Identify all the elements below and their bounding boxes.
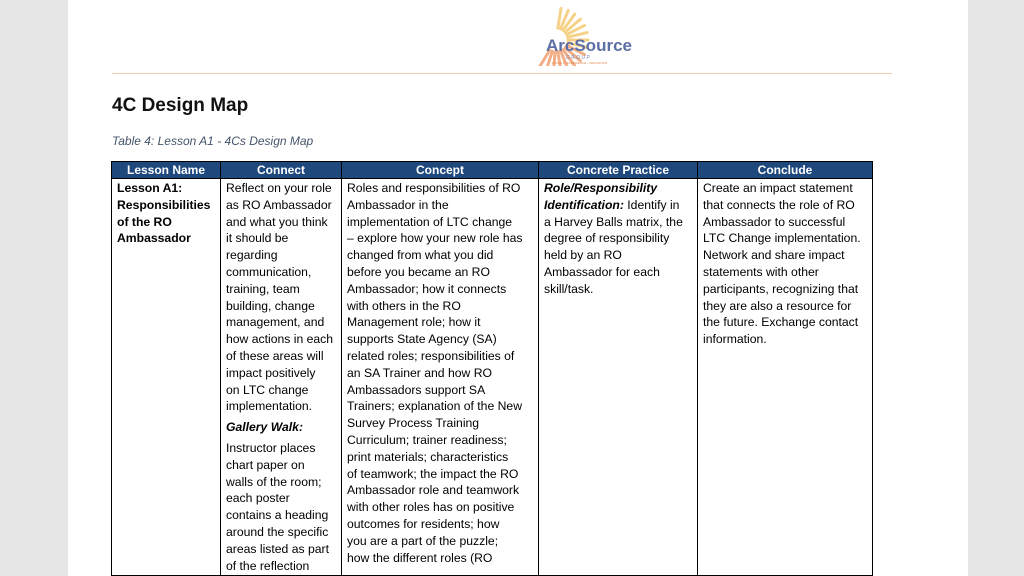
cell-text-line: impact positively [226, 365, 316, 380]
cell-text-line: Responsibilities [117, 197, 211, 212]
cell-text-line: training, team [226, 281, 300, 296]
cell-text-line: outcomes for residents; how [347, 516, 500, 531]
cell-text-line: contains a heading [226, 508, 329, 523]
cell-text-line: Ambassador [117, 231, 191, 246]
cell-text-line: they are also a resource for [703, 298, 852, 313]
cell-text-line: Network and share impact [703, 248, 845, 263]
header-connect: Connect [221, 162, 342, 179]
conclude-cell [698, 179, 873, 576]
cell-text-line: Roles and responsibilities of RO [347, 181, 521, 195]
cell-text-line: around the specific [226, 524, 329, 539]
table-row [112, 179, 873, 576]
cell-text-line: LTC Change implementation. [703, 231, 861, 246]
cell-text-line: Ambassadors support SA [347, 382, 486, 397]
cell-text-line: Lesson A1: [117, 181, 183, 195]
cell-text-line: as RO Ambassador [226, 197, 332, 212]
cell-text-line: Ambassador for each [544, 264, 660, 279]
cell-text-line: that connects the role of RO [703, 197, 855, 212]
cell-text-line: how actions in each [226, 332, 334, 347]
cell-text-line: Trainers; explanation of the New [347, 399, 523, 414]
cell-text-line: a Harvey Balls matrix, the [544, 214, 683, 229]
cell-text-line: Ambassador; how it connects [347, 281, 507, 296]
cell-text-line: with other roles has on positive [347, 500, 515, 515]
lesson-name-cell [112, 179, 221, 576]
cell-text-line: statements with other [703, 264, 819, 279]
cell-text-line: regarding [226, 248, 278, 263]
cell-text-line: Create an impact statement [703, 181, 853, 195]
cell-text-line: before you became an RO [347, 264, 490, 279]
cell-text-line: communication, [226, 264, 312, 279]
cell-text-line: implementation of LTC change [347, 214, 513, 229]
page-heading: 4C Design Map [112, 95, 249, 116]
cell-text-line: degree of responsibility [544, 231, 670, 246]
table-caption: Table 4: Lesson A1 - 4Cs Design Map [112, 134, 314, 148]
cell-text-line: chart paper on [226, 457, 305, 472]
header-concept: Concept [342, 162, 539, 179]
design-map-table [111, 161, 873, 576]
cell-text-line: on LTC change [226, 382, 309, 397]
arcsource-logo [516, 4, 656, 66]
cell-text-line: information. [703, 332, 767, 347]
cell-text-line: of the RO [117, 214, 172, 229]
cell-text-line: Curriculum; trainer readiness; [347, 432, 507, 447]
cell-text-line: held by an RO [544, 248, 622, 263]
cell-text-line: of teamwork; the impact the RO [347, 466, 519, 481]
cell-text-line: management, and [226, 315, 325, 330]
cell-text-line: supports State Agency (SA) [347, 332, 497, 347]
cell-text-line: Identification: Identify in [544, 197, 680, 212]
header-lesson-name: Lesson Name [112, 162, 221, 179]
cell-text-line: Ambassador role and teamwork [347, 483, 520, 498]
svg-text:INSIGHT • EXPERIENCE • INNOVAT: INSIGHT • EXPERIENCE • INNOVATION [552, 61, 608, 65]
cell-text-line: Ambassador in the [347, 197, 449, 212]
svg-text:ArcSource: ArcSource [546, 36, 632, 55]
cell-text-line: areas listed as part [226, 541, 329, 556]
cell-text-line: how the different roles (RO [347, 550, 493, 565]
cell-text-line: it should be [226, 231, 289, 246]
cell-text-line: print materials; characteristics [347, 449, 509, 464]
header-conclude: Conclude [698, 162, 873, 179]
cell-text-line: changed from what you did [347, 248, 494, 263]
svg-text:G R O U P: G R O U P [566, 55, 590, 61]
header-concrete-practice: Concrete Practice [539, 162, 698, 179]
cell-text-line: the future. Exchange contact [703, 315, 859, 330]
cell-text-line: participants, recognizing that [703, 281, 859, 296]
cell-text-line: building, change [226, 298, 315, 313]
cell-text-line: an SA Trainer and how RO [347, 365, 492, 380]
cell-text-line: Management role; how it [347, 315, 481, 330]
cell-text-line: of the reflection [226, 558, 310, 573]
cell-text-line: each poster [226, 491, 290, 506]
cell-text-line: Instructor places [226, 440, 316, 455]
cell-text-line: with others in the RO [347, 298, 461, 313]
cell-text-line: and what you think [226, 214, 328, 229]
concrete-practice-cell [539, 179, 698, 576]
cell-text-line: – explore how your new role has [347, 231, 523, 246]
cell-text-line: implementation. [226, 399, 313, 414]
cell-text-line: walls of the room; [226, 474, 322, 489]
cell-text-line: you are a part of the puzzle; [347, 533, 499, 548]
cell-text-line: skill/task. [544, 281, 594, 296]
cell-text-line: Gallery Walk: [226, 420, 303, 435]
document-page [68, 0, 968, 576]
cell-text-line: of these areas will [226, 348, 324, 363]
cell-text-line: Ambassador to successful [703, 214, 846, 229]
cell-text-line: related roles; responsibilities of [347, 348, 515, 363]
cell-text-line: Survey Process Training [347, 416, 480, 431]
connect-cell [221, 179, 342, 576]
table-header-row [112, 162, 873, 179]
cell-text-line: Reflect on your role [226, 181, 332, 195]
concept-cell [342, 179, 539, 576]
header-rule [112, 73, 892, 74]
cell-text-line: Role/Responsibility [544, 181, 658, 195]
